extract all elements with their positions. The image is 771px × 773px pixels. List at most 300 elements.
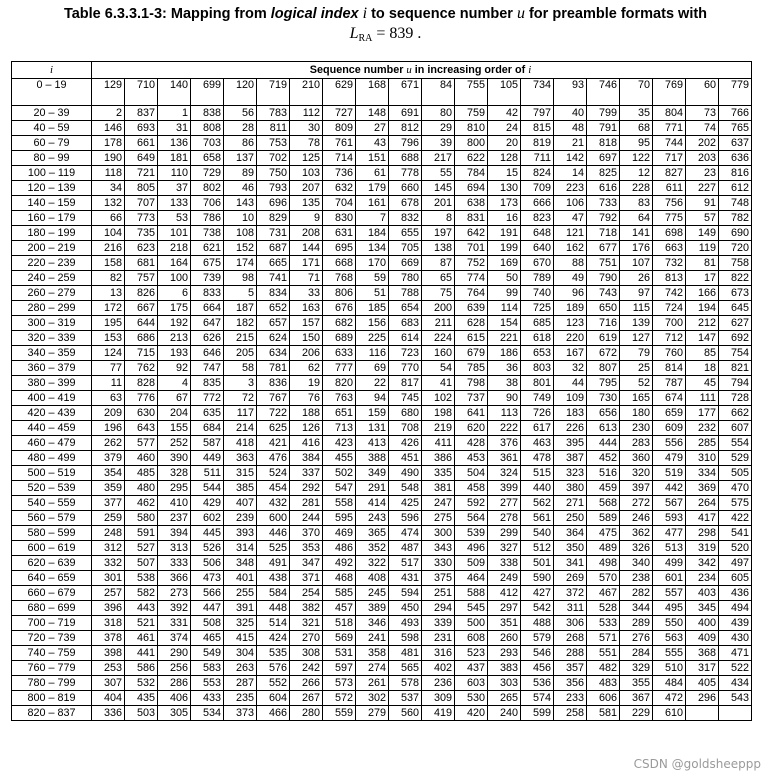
sequence-cell: 835 [191, 376, 224, 391]
table-row [12, 676, 752, 691]
sequence-cell: 739 [191, 271, 224, 286]
table-row [12, 271, 752, 286]
sequence-cell: 502 [323, 466, 356, 481]
sequence-cell: 202 [686, 136, 719, 151]
sequence-cell: 423 [323, 436, 356, 451]
row-range: 660 – 679 [12, 586, 92, 601]
sequence-cell: 621 [191, 241, 224, 256]
title-suffix: for preamble formats with [524, 6, 708, 22]
sequence-cell: 170 [356, 256, 389, 271]
sequence-cell: 719 [257, 79, 290, 106]
sequence-cell: 552 [257, 676, 290, 691]
sequence-cell: 743 [587, 286, 620, 301]
sequence-cell: 726 [521, 406, 554, 421]
sequence-cell: 503 [125, 706, 158, 721]
sequence-cell: 388 [356, 451, 389, 466]
row-range: 420 – 439 [12, 406, 92, 421]
sequence-cell: 733 [587, 196, 620, 211]
sequence-cell: 646 [191, 346, 224, 361]
sequence-cell: 757 [125, 271, 158, 286]
sequence-cell: 836 [257, 376, 290, 391]
sequence-cell: 442 [653, 481, 686, 496]
sequence-cell: 296 [686, 691, 719, 706]
sequence-cell: 128 [488, 151, 521, 166]
sequence-cell: 386 [422, 451, 455, 466]
sequence-cell: 533 [587, 616, 620, 631]
sequence-cell: 668 [323, 256, 356, 271]
sequence-cell: 527 [125, 541, 158, 556]
sequence-cell: 595 [323, 511, 356, 526]
sequence-cell: 351 [488, 616, 521, 631]
sequence-cell: 410 [158, 496, 191, 511]
sequence-cell: 529 [719, 451, 752, 466]
sequence-cell: 822 [719, 271, 752, 286]
sequence-cell: 376 [488, 436, 521, 451]
row-range: 0 – 19 [12, 79, 92, 106]
sequence-cell: 339 [422, 616, 455, 631]
sequence-cell: 399 [488, 481, 521, 496]
sequence-cell: 606 [587, 691, 620, 706]
sequence-cell: 641 [455, 406, 488, 421]
sequence-cell: 97 [620, 286, 653, 301]
sequence-cell: 569 [323, 631, 356, 646]
sequence-cell: 433 [191, 691, 224, 706]
table-row [12, 541, 752, 556]
sequence-cell: 203 [686, 151, 719, 166]
sequence-cell: 37 [158, 181, 191, 196]
sequence-cell: 629 [323, 79, 356, 106]
sequence-cell: 120 [224, 79, 257, 106]
sequence-cell: 426 [389, 436, 422, 451]
sequence-cell: 247 [422, 496, 455, 511]
sequence-cell: 457 [323, 601, 356, 616]
sequence-cell: 434 [719, 676, 752, 691]
sequence-cell: 401 [224, 571, 257, 586]
sequence-cell: 485 [125, 466, 158, 481]
sequence-cell: 615 [455, 331, 488, 346]
sequence-cell: 514 [257, 616, 290, 631]
sequence-cell: 272 [620, 496, 653, 511]
sequence-cell: 349 [356, 466, 389, 481]
sequence-cell: 336 [92, 706, 125, 721]
sequence-cell: 64 [620, 211, 653, 226]
sequence-cell: 693 [125, 121, 158, 136]
sequence-cell: 293 [488, 646, 521, 661]
sequence-cell: 674 [653, 391, 686, 406]
sequence-cell: 787 [653, 376, 686, 391]
sequence-cell: 132 [92, 196, 125, 211]
sequence-cell: 226 [554, 421, 587, 436]
sequence-cell: 505 [719, 466, 752, 481]
sequence-cell: 113 [488, 406, 521, 421]
sequence-cell: 305 [158, 706, 191, 721]
sequence-cell: 656 [587, 406, 620, 421]
sequence-cell: 310 [686, 451, 719, 466]
sequence-cell: 4 [158, 376, 191, 391]
sequence-cell: 601 [653, 571, 686, 586]
sequence-cell: 323 [554, 466, 587, 481]
row-range: 280 – 299 [12, 301, 92, 316]
sequence-cell: 239 [224, 511, 257, 526]
row-range: 400 – 419 [12, 391, 92, 406]
sequence-cell: 294 [422, 601, 455, 616]
sequence-cell: 337 [290, 466, 323, 481]
table-row [12, 286, 752, 301]
sequence-cell: 171 [290, 256, 323, 271]
sequence-cell: 361 [488, 451, 521, 466]
sequence-cell: 112 [290, 106, 323, 121]
sequence-cell: 101 [158, 226, 191, 241]
sequence-cell: 348 [224, 556, 257, 571]
sequence-cell: 605 [719, 571, 752, 586]
sequence-cell: 324 [488, 466, 521, 481]
table-row [12, 406, 752, 421]
sequence-cell: 635 [191, 406, 224, 421]
sequence-cell: 78 [290, 136, 323, 151]
sequence-cell: 607 [719, 421, 752, 436]
sequence-cell: 809 [323, 121, 356, 136]
sequence-cell: 89 [224, 166, 257, 181]
sequence-cell: 345 [686, 601, 719, 616]
sequence-cell: 223 [554, 181, 587, 196]
sequence-cell: 41 [422, 376, 455, 391]
sequence-cell: 138 [422, 241, 455, 256]
sequence-cell: 420 [455, 706, 488, 721]
sequence-cell: 175 [158, 301, 191, 316]
sequence-cell: 744 [653, 136, 686, 151]
row-range: 740 – 759 [12, 646, 92, 661]
sequence-cell: 816 [719, 166, 752, 181]
sequence-cell: 627 [719, 316, 752, 331]
sequence-cell: 670 [521, 256, 554, 271]
sequence-cell: 632 [323, 181, 356, 196]
row-range: 120 – 139 [12, 181, 92, 196]
sequence-cell: 473 [191, 571, 224, 586]
sequence-cell: 710 [125, 79, 158, 106]
sequence-cell: 403 [686, 586, 719, 601]
sequence-cell: 19 [290, 376, 323, 391]
sequence-cell: 404 [92, 691, 125, 706]
table-row [12, 451, 752, 466]
sequence-cell: 666 [521, 196, 554, 211]
sequence-cell: 295 [158, 481, 191, 496]
sequence-cell: 525 [257, 541, 290, 556]
sequence-cell: 532 [125, 676, 158, 691]
sequence-cell: 154 [488, 316, 521, 331]
sequence-cell: 279 [356, 706, 389, 721]
sequence-cell: 592 [455, 496, 488, 511]
sequence-cell: 182 [224, 316, 257, 331]
sequence-cell: 368 [686, 646, 719, 661]
sequence-cell: 163 [290, 301, 323, 316]
sequence-cell: 205 [224, 346, 257, 361]
sequence-cell: 23 [686, 166, 719, 181]
sequence-cell: 370 [290, 526, 323, 541]
sequence-cell: 344 [620, 601, 653, 616]
sequence-cell: 137 [224, 151, 257, 166]
sequence-cell: 308 [290, 646, 323, 661]
sequence-cell: 397 [620, 481, 653, 496]
sequence-cell: 508 [191, 616, 224, 631]
table-row [12, 616, 752, 631]
sequence-cell: 105 [488, 79, 521, 106]
sequence-cell: 826 [125, 286, 158, 301]
sequence-cell: 301 [92, 571, 125, 586]
sequence-cell: 346 [356, 616, 389, 631]
table-row [12, 496, 752, 511]
sequence-cell: 21 [554, 136, 587, 151]
sequence-cell: 67 [158, 391, 191, 406]
sequence-cell: 724 [653, 301, 686, 316]
row-range: 180 – 199 [12, 226, 92, 241]
sequence-cell: 588 [455, 586, 488, 601]
sequence-cell: 413 [356, 436, 389, 451]
sequence-cell: 276 [620, 631, 653, 646]
sequence-cell: 613 [587, 421, 620, 436]
sequence-cell: 759 [455, 106, 488, 121]
sequence-cell: 283 [620, 436, 653, 451]
sequence-cell: 27 [356, 121, 389, 136]
table-row [12, 196, 752, 211]
sequence-cell: 54 [422, 361, 455, 376]
sequence-cell: 290 [158, 646, 191, 661]
sequence-cell: 567 [653, 496, 686, 511]
sequence-cell: 26 [620, 271, 653, 286]
sequence-cell: 679 [455, 346, 488, 361]
sequence-cell: 612 [719, 181, 752, 196]
sequence-cell: 591 [125, 526, 158, 541]
sequence-cell: 590 [521, 571, 554, 586]
sequence-cell: 127 [620, 331, 653, 346]
sequence-cell: 99 [488, 286, 521, 301]
sequence-cell: 60 [686, 79, 719, 106]
sequence-cell: 469 [323, 526, 356, 541]
row-range: 480 – 499 [12, 451, 92, 466]
sequence-cell: 497 [719, 556, 752, 571]
sequence-cell: 195 [92, 316, 125, 331]
sequence-cell: 9 [290, 211, 323, 226]
sequence-cell: 140 [158, 79, 191, 106]
table-row [12, 301, 752, 316]
sequence-cell: 156 [356, 316, 389, 331]
sequence-cell: 424 [257, 631, 290, 646]
sequence-cell: 63 [92, 391, 125, 406]
sequence-cell: 444 [587, 436, 620, 451]
sequence-cell: 146 [92, 121, 125, 136]
table-row [12, 211, 752, 226]
sequence-cell: 327 [488, 541, 521, 556]
sequence-cell: 698 [653, 226, 686, 241]
sequence-cell: 722 [257, 406, 290, 421]
sequence-cell: 637 [719, 136, 752, 151]
sequence-cell: 518 [323, 616, 356, 631]
sequence-cell: 185 [356, 301, 389, 316]
sequence-cell: 701 [455, 241, 488, 256]
sequence-cell: 196 [92, 421, 125, 436]
sequence-cell: 651 [323, 406, 356, 421]
sequence-cell: 618 [521, 331, 554, 346]
row-range: 680 – 699 [12, 601, 92, 616]
sequence-cell: 459 [587, 481, 620, 496]
sequence-cell: 320 [620, 466, 653, 481]
sequence-cell: 697 [587, 151, 620, 166]
sequence-cell: 652 [257, 301, 290, 316]
sequence-cell: 708 [389, 421, 422, 436]
sequence-cell: 284 [620, 646, 653, 661]
sequence-cell: 725 [521, 301, 554, 316]
sequence-cell: 547 [323, 481, 356, 496]
sequence-cell: 168 [356, 79, 389, 106]
sequence-cell: 456 [521, 661, 554, 676]
sequence-cell: 775 [653, 211, 686, 226]
sequence-cell: 776 [125, 391, 158, 406]
sequence-cell: 211 [422, 316, 455, 331]
sequence-cell: 721 [125, 166, 158, 181]
sequence-cell: 299 [488, 526, 521, 541]
sequence-cell: 806 [323, 286, 356, 301]
sequence-cell: 200 [422, 301, 455, 316]
sequence-cell: 166 [686, 286, 719, 301]
row-range: 20 – 39 [12, 106, 92, 121]
sequence-cell: 490 [389, 466, 422, 481]
sequence-cell: 608 [455, 631, 488, 646]
sequence-cell: 57 [686, 211, 719, 226]
sequence-cell: 834 [257, 286, 290, 301]
sequence-cell: 229 [620, 706, 653, 721]
sequence-cell: 747 [191, 361, 224, 376]
sequence-cell: 106 [554, 196, 587, 211]
sequence-cell: 541 [719, 526, 752, 541]
sequence-cell: 228 [620, 181, 653, 196]
sequence-cell: 823 [521, 211, 554, 226]
sequence-cell: 180 [620, 406, 653, 421]
sequence-cell: 838 [191, 106, 224, 121]
sequence-cell: 429 [191, 496, 224, 511]
sequence-cell: 700 [653, 316, 686, 331]
sequence-cell: 357 [554, 661, 587, 676]
sequence-cell: 417 [686, 511, 719, 526]
sequence-cell: 44 [554, 376, 587, 391]
sequence-cell: 77 [92, 361, 125, 376]
sequence-cell: 566 [191, 586, 224, 601]
sequence-cell: 103 [290, 166, 323, 181]
sequence-cell: 762 [125, 361, 158, 376]
sequence-cell: 210 [290, 79, 323, 106]
table-title-line2 [0, 24, 771, 49]
sequence-cell: 686 [125, 331, 158, 346]
sequence-cell: 593 [653, 511, 686, 526]
sequence-cell: 734 [521, 79, 554, 106]
sequence-cell: 90 [488, 391, 521, 406]
sequence-cell: 109 [554, 391, 587, 406]
sequence-cell: 688 [389, 151, 422, 166]
sequence-cell: 218 [158, 241, 191, 256]
sequence-cell: 576 [257, 661, 290, 676]
row-range: 60 – 79 [12, 136, 92, 151]
sequence-cell: 804 [653, 106, 686, 121]
sequence-cell: 24 [488, 121, 521, 136]
sequence-cell: 716 [587, 316, 620, 331]
sequence-cell: 240 [488, 706, 521, 721]
sequence-cell: 253 [92, 661, 125, 676]
sequence-cell: 498 [587, 556, 620, 571]
sequence-cell: 581 [587, 706, 620, 721]
sequence-cell: 824 [521, 166, 554, 181]
sequence-cell: 5 [224, 286, 257, 301]
sequence-cell: 255 [224, 586, 257, 601]
sequence-cell: 398 [92, 646, 125, 661]
sequence-cell: 306 [554, 616, 587, 631]
sequence-cell: 495 [653, 601, 686, 616]
row-range: 600 – 619 [12, 541, 92, 556]
sequence-cell: 51 [356, 286, 389, 301]
sequence-cell: 198 [422, 406, 455, 421]
sequence-cell: 282 [620, 586, 653, 601]
sequence-cell: 313 [158, 541, 191, 556]
sequence-cell: 369 [686, 481, 719, 496]
sequence-cell: 46 [224, 181, 257, 196]
sequence-cell: 481 [389, 646, 422, 661]
sequence-cell: 780 [389, 271, 422, 286]
sequence-cell: 35 [620, 106, 653, 121]
sequence-cell: 340 [620, 556, 653, 571]
sequence-cell: 818 [587, 136, 620, 151]
sequence-cell: 371 [290, 571, 323, 586]
sequence-cell: 380 [554, 481, 587, 496]
sequence-cell: 732 [653, 256, 686, 271]
sequence-cell: 148 [356, 106, 389, 121]
sequence-cell: 460 [125, 451, 158, 466]
sequence-cell: 715 [125, 346, 158, 361]
sequence-cell: 2 [92, 106, 125, 121]
sequence-cell: 790 [587, 271, 620, 286]
sequence-cell: 589 [587, 511, 620, 526]
row-range: 620 – 639 [12, 556, 92, 571]
title-L-subscript: RA [358, 33, 373, 44]
sequence-cell: 15 [488, 166, 521, 181]
sequence-cell: 798 [455, 376, 488, 391]
sequence-cell: 648 [521, 226, 554, 241]
sequence-cell: 779 [719, 79, 752, 106]
sequence-cell: 155 [158, 421, 191, 436]
sequence-cell: 524 [257, 466, 290, 481]
sequence-cell: 807 [587, 361, 620, 376]
sequence-cell: 135 [290, 196, 323, 211]
sequence-cell: 638 [455, 196, 488, 211]
sequence-cell: 611 [653, 181, 686, 196]
sequence-cell: 558 [323, 496, 356, 511]
sequence-cell: 31 [158, 121, 191, 136]
sequence-cell: 16 [488, 211, 521, 226]
sequence-cell: 837 [125, 106, 158, 121]
row-range: 760 – 779 [12, 661, 92, 676]
sequence-cell: 318 [92, 616, 125, 631]
sequence-cell: 614 [389, 331, 422, 346]
sequence-cell: 691 [389, 106, 422, 121]
sequence-cell: 307 [92, 676, 125, 691]
sequence-cell: 194 [686, 301, 719, 316]
sequence-cell: 199 [488, 241, 521, 256]
sequence-cell: 347 [290, 556, 323, 571]
sequence-cell: 671 [389, 79, 422, 106]
sequence-cell: 461 [125, 631, 158, 646]
sequence-cell: 821 [719, 361, 752, 376]
sequence-cell: 655 [389, 226, 422, 241]
sequence-cell: 131 [356, 421, 389, 436]
sequence-cell: 714 [323, 151, 356, 166]
sequence-cell: 244 [290, 511, 323, 526]
sequence-cell: 474 [389, 526, 422, 541]
